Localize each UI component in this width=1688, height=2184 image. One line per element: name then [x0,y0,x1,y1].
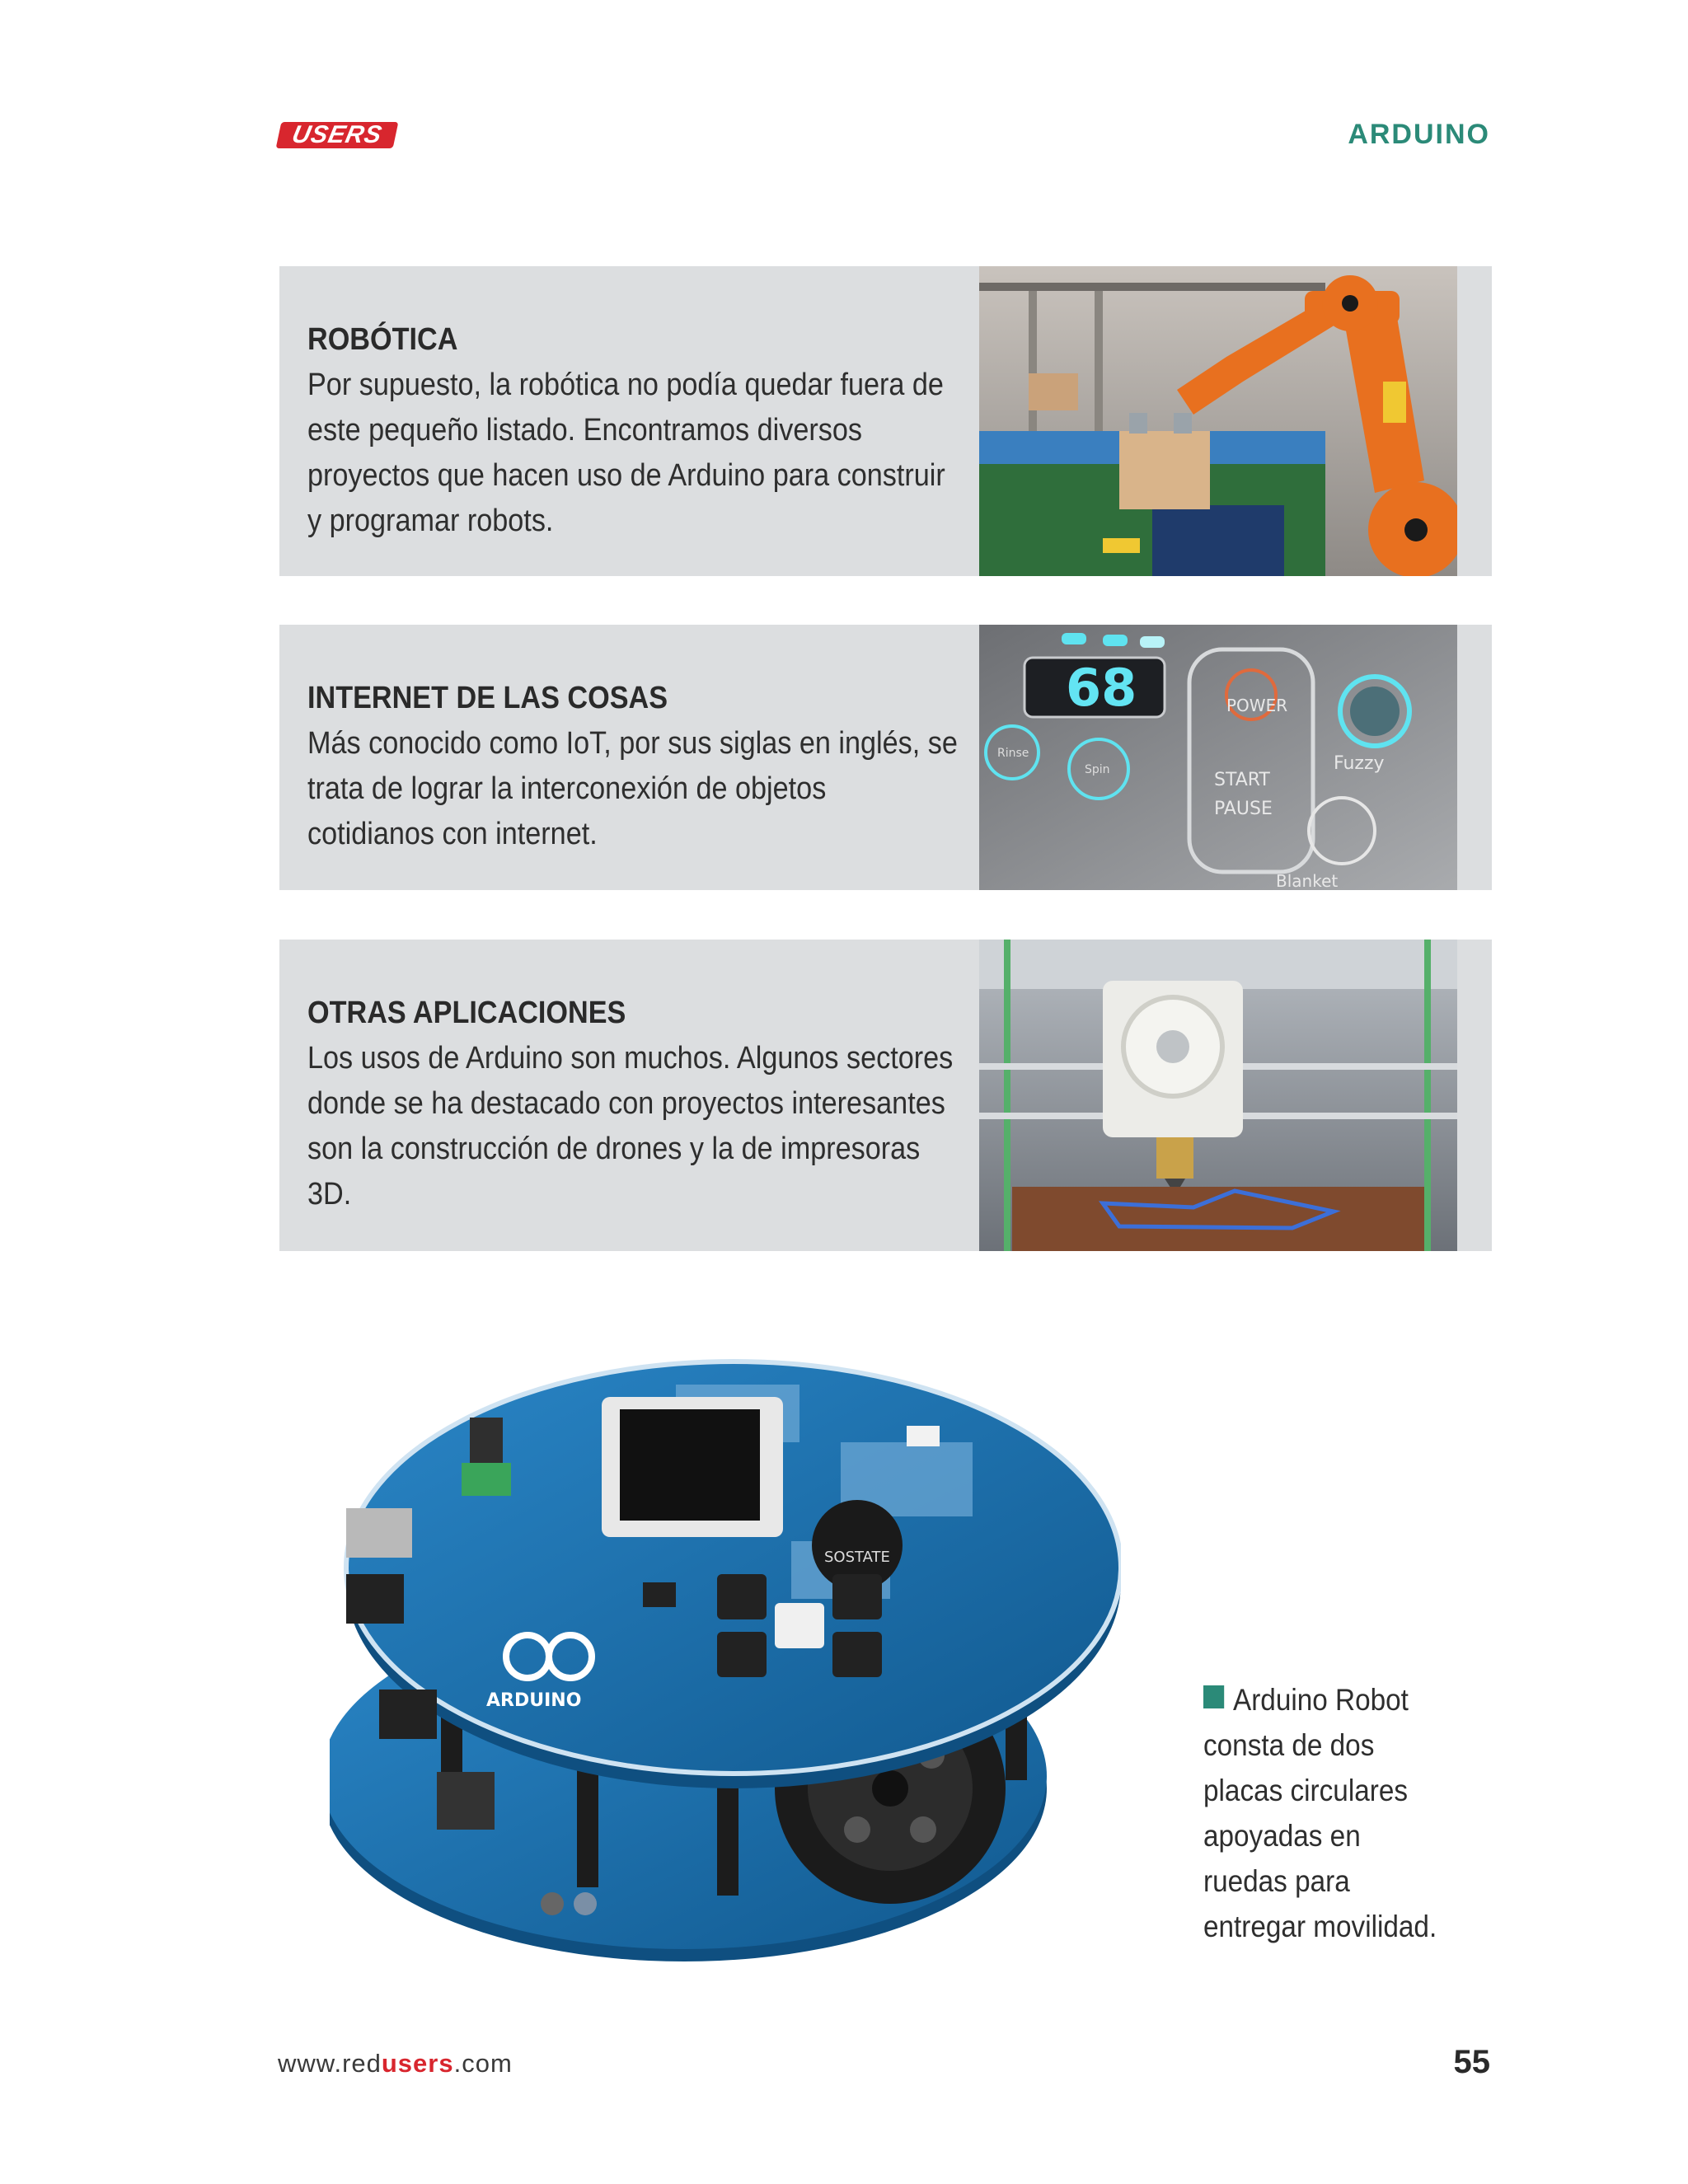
svg-text:Rinse: Rinse [997,747,1029,760]
3d-printer-extruder-photo [979,940,1457,1251]
box-heading: OTRAS APLICACIONES [307,996,626,1030]
users-logo [276,122,399,148]
info-box-iot [279,625,1492,890]
washing-machine-control-panel-photo [979,625,1457,890]
svg-text:START: START [1214,770,1270,790]
figure-caption [1203,1677,1448,1949]
svg-text:Blanket: Blanket [1276,871,1339,890]
logo-text: USERS [289,121,385,148]
board-label-arduino: ARDUINO [486,1690,582,1711]
box-heading: INTERNET DE LAS COSAS [307,681,668,715]
info-box-robotica [279,266,1492,576]
section-title: ARDUINO [1348,119,1490,150]
page-number: 55 [1453,2044,1490,2080]
svg-text:Spin: Spin [1085,763,1110,776]
box-body: Más conocido como IoT, por sus siglas en inglés, se trata de lograr la interconexión de objetos cotidianos con internet. [307,726,958,851]
caption-marker [1203,1685,1224,1708]
panel-display: 68 [1066,658,1137,718]
svg-text:POWER: POWER [1226,696,1288,715]
box-body: Los usos de Arduino son muchos. Algunos sectores donde se ha destacado con proyectos interesantes son la construcción de drones y la de impresoras 3D. [307,1041,954,1212]
info-box-otras [279,940,1492,1251]
svg-text:Fuzzy: Fuzzy [1334,753,1385,774]
board-label-sostate: SOSTATE [824,1549,890,1566]
footer-url[interactable]: www.redusers.com [278,2049,513,2078]
box-body: Por supuesto, la robótica no podía quedar fuera de este pequeño listado. Encontramos diversos proyectos que hacen uso de Arduino para construir y programar robots. [307,368,945,538]
caption-text: Arduino Robot consta de dos placas circulares apoyadas en ruedas para entregar movilidad. [1203,1683,1437,1943]
box-heading: ROBÓTICA [307,322,458,357]
svg-text:PAUSE: PAUSE [1214,799,1273,819]
industrial-robot-arm-photo [979,266,1457,576]
arduino-robot-photo [330,1327,1121,2011]
